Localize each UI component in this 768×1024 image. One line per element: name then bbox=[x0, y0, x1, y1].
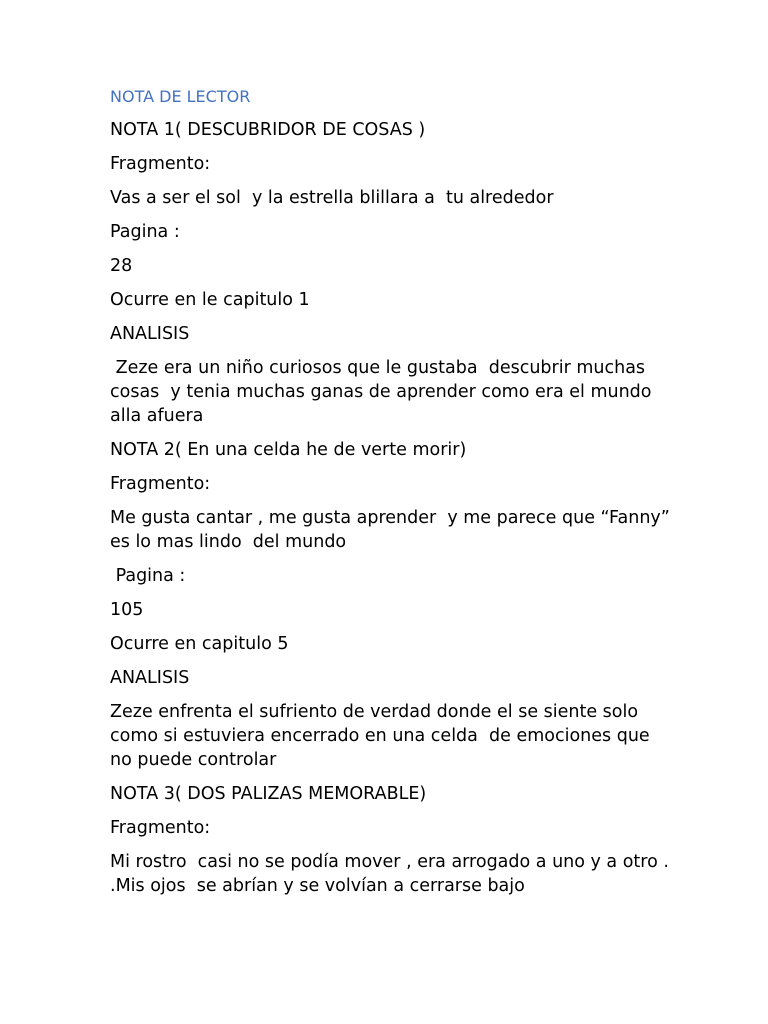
note-1-title: NOTA 1( DESCUBRIDOR DE COSAS ) bbox=[110, 120, 426, 140]
note-3-fragment-label: Fragmento: bbox=[110, 818, 211, 838]
note-3-fragment-text: Mi rostro casi no se podía mover , era arrogado a uno y a otro . .Mis ojos se abrían y se volvían a cerrarse bajo bbox=[110, 852, 675, 896]
note-1-page-number: 28 bbox=[110, 256, 133, 276]
note-2-fragment-text: Me gusta cantar , me gusta aprender y me parece que “Fanny” es lo mas lindo del mundo bbox=[110, 508, 676, 552]
note-2-title: NOTA 2( En una celda he de verte morir) bbox=[110, 440, 467, 460]
note-2-page-number: 105 bbox=[110, 600, 144, 620]
note-2-fragment-label: Fragmento: bbox=[110, 474, 211, 494]
document-body bbox=[110, 85, 676, 908]
note-2-analysis-label: ANALISIS bbox=[110, 668, 190, 688]
note-1-page-label: Pagina : bbox=[110, 222, 180, 242]
note-2-analysis-text: Zeze enfrenta el sufriento de verdad donde el se siente solo como si estuviera encerrado en una celda de emociones que no puede controlar bbox=[110, 702, 656, 770]
note-1-analysis-text: Zeze era un niño curiosos que le gustaba descubrir muchas cosas y tenia muchas ganas de aprender como era el mundo alla afuera bbox=[110, 358, 663, 426]
note-2-chapter: Ocurre en capitulo 5 bbox=[110, 634, 289, 654]
document-heading: NOTA DE LECTOR bbox=[110, 87, 251, 106]
note-1-fragment-text: Vas a ser el sol y la estrella blillara a tu alrededor bbox=[110, 188, 554, 208]
note-1-chapter: Ocurre en le capitulo 1 bbox=[110, 290, 310, 310]
note-2-page-label: Pagina : bbox=[110, 566, 186, 586]
note-1-fragment-label: Fragmento: bbox=[110, 154, 211, 174]
note-3-title: NOTA 3( DOS PALIZAS MEMORABLE) bbox=[110, 784, 427, 804]
note-1-analysis-label: ANALISIS bbox=[110, 324, 190, 344]
